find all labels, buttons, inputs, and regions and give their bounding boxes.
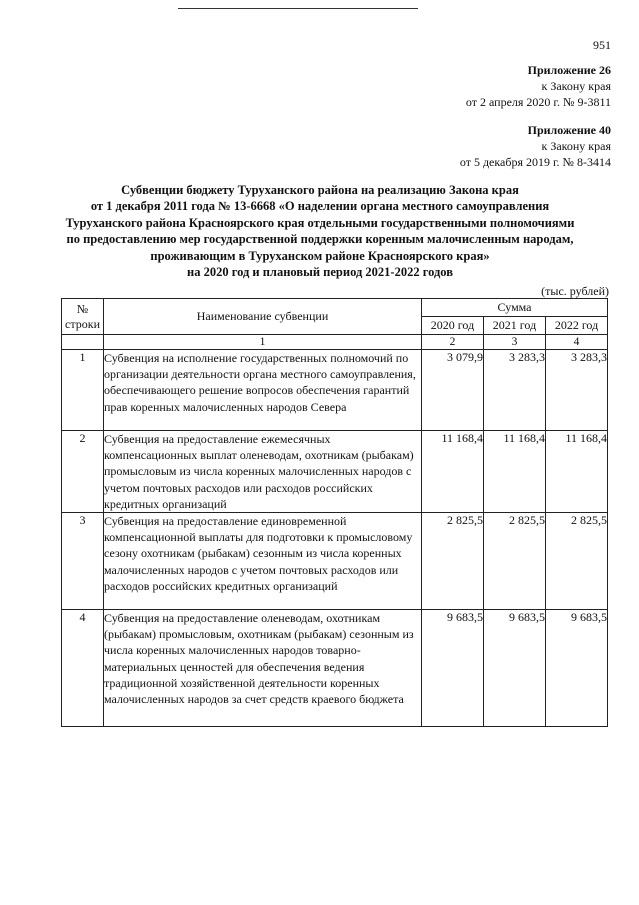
title-line-3: Туруханского района Красноярского края отдельными государственными полномочиями bbox=[65, 215, 575, 230]
column-number-1: 1 bbox=[104, 335, 422, 350]
header-year-2020: 2020 год bbox=[422, 317, 484, 335]
amount-2021: 3 283,3 bbox=[484, 350, 546, 431]
amount-2022: 11 168,4 bbox=[546, 431, 608, 513]
subsidy-name: Субвенция на предоставление ежемесячных компенсационных выплат оленеводам, охотникам (рыбакам) промысловым из числа коренных малочисленных народов с учетом почтовых расходов или расходов российских кредитных организаций bbox=[104, 431, 422, 513]
amount-2020: 3 079,9 bbox=[422, 350, 484, 431]
table-row bbox=[62, 610, 608, 727]
header-year-2021: 2021 год bbox=[484, 317, 546, 335]
row-number: 2 bbox=[62, 431, 104, 513]
header-subsidy-name: Наименование субвенции bbox=[104, 299, 422, 335]
subsidy-name: Субвенция на исполнение государственных полномочий по организации деятельности органа местного самоуправления, обеспечивающего решение вопросов обеспечения гарантий прав коренных малочисленных народов Севера bbox=[104, 350, 422, 431]
row-number: 1 bbox=[62, 350, 104, 431]
amount-2021: 2 825,5 bbox=[484, 513, 546, 610]
appendix-26-line1: к Закону края bbox=[541, 79, 611, 93]
appendix-26-label: Приложение 26 bbox=[527, 63, 611, 77]
appendix-26-line2: от 2 апреля 2020 г. № 9-3811 bbox=[465, 95, 611, 109]
header-num-word: строки bbox=[65, 316, 100, 331]
amount-2020: 9 683,5 bbox=[422, 610, 484, 727]
title-line-6: на 2020 год и плановый период 2021-2022 годов bbox=[187, 265, 453, 280]
amount-2021: 11 168,4 bbox=[484, 431, 546, 513]
amount-2022: 9 683,5 bbox=[546, 610, 608, 727]
top-rule bbox=[178, 8, 418, 9]
table-row bbox=[62, 431, 608, 513]
amount-2022: 2 825,5 bbox=[546, 513, 608, 610]
title-line-2: от 1 декабря 2011 года № 13-6668 «О наделении органа местного самоуправления bbox=[90, 199, 550, 214]
appendix-40-block bbox=[460, 122, 611, 170]
amount-2020: 11 168,4 bbox=[422, 431, 484, 513]
amount-2021: 9 683,5 bbox=[484, 610, 546, 727]
row-number: 3 bbox=[62, 513, 104, 610]
title-line-5: проживающим в Туруханском районе Красноярского края» bbox=[150, 248, 490, 263]
header-year-2022: 2022 год bbox=[546, 317, 608, 335]
title-line-4: по предоставлению мер государственной поддержки коренным малочисленным народам, bbox=[66, 232, 574, 247]
units-label: (тыс. рублей) bbox=[541, 284, 609, 298]
appendix-26-block bbox=[466, 62, 611, 110]
page-number: 951 bbox=[593, 38, 611, 52]
table-row bbox=[62, 513, 608, 610]
document-title bbox=[40, 182, 600, 280]
appendix-40-line2: от 5 декабря 2019 г. № 8-3414 bbox=[459, 155, 611, 169]
column-number-4: 4 bbox=[546, 335, 608, 350]
subsidies-table bbox=[61, 298, 608, 727]
appendix-40-line1: к Закону края bbox=[541, 139, 611, 153]
header-row-number bbox=[62, 299, 104, 335]
subsidy-name: Субвенция на предоставление единовременной компенсационной выплаты для подготовки к промысловому сезону охотникам (рыбакам) сезонным из числа коренных малочисленных народов с учетом почтовых расходов или расходов российских кредитных организаций bbox=[104, 513, 422, 610]
column-number-empty bbox=[62, 335, 104, 350]
column-number-3: 3 bbox=[484, 335, 546, 350]
subsidy-name: Субвенция на предоставление оленеводам, охотникам (рыбакам) промысловым, охотникам (рыбакам) сезонным из числа коренных малочисленных народов товарно-материальных ценностей для обеспечения ведения традиционной хозяйственной деятельности коренных малочисленных народов за счет средств краевого бюджета bbox=[104, 610, 422, 727]
appendix-40-label: Приложение 40 bbox=[527, 123, 611, 137]
column-number-2: 2 bbox=[422, 335, 484, 350]
amount-2022: 3 283,3 bbox=[546, 350, 608, 431]
header-num-symbol: № bbox=[76, 301, 89, 316]
table-row bbox=[62, 350, 608, 431]
header-sum: Сумма bbox=[422, 299, 608, 317]
amount-2020: 2 825,5 bbox=[422, 513, 484, 610]
title-line-1: Субвенции бюджету Туруханского района на реализацию Закона края bbox=[121, 183, 519, 197]
row-number: 4 bbox=[62, 610, 104, 727]
